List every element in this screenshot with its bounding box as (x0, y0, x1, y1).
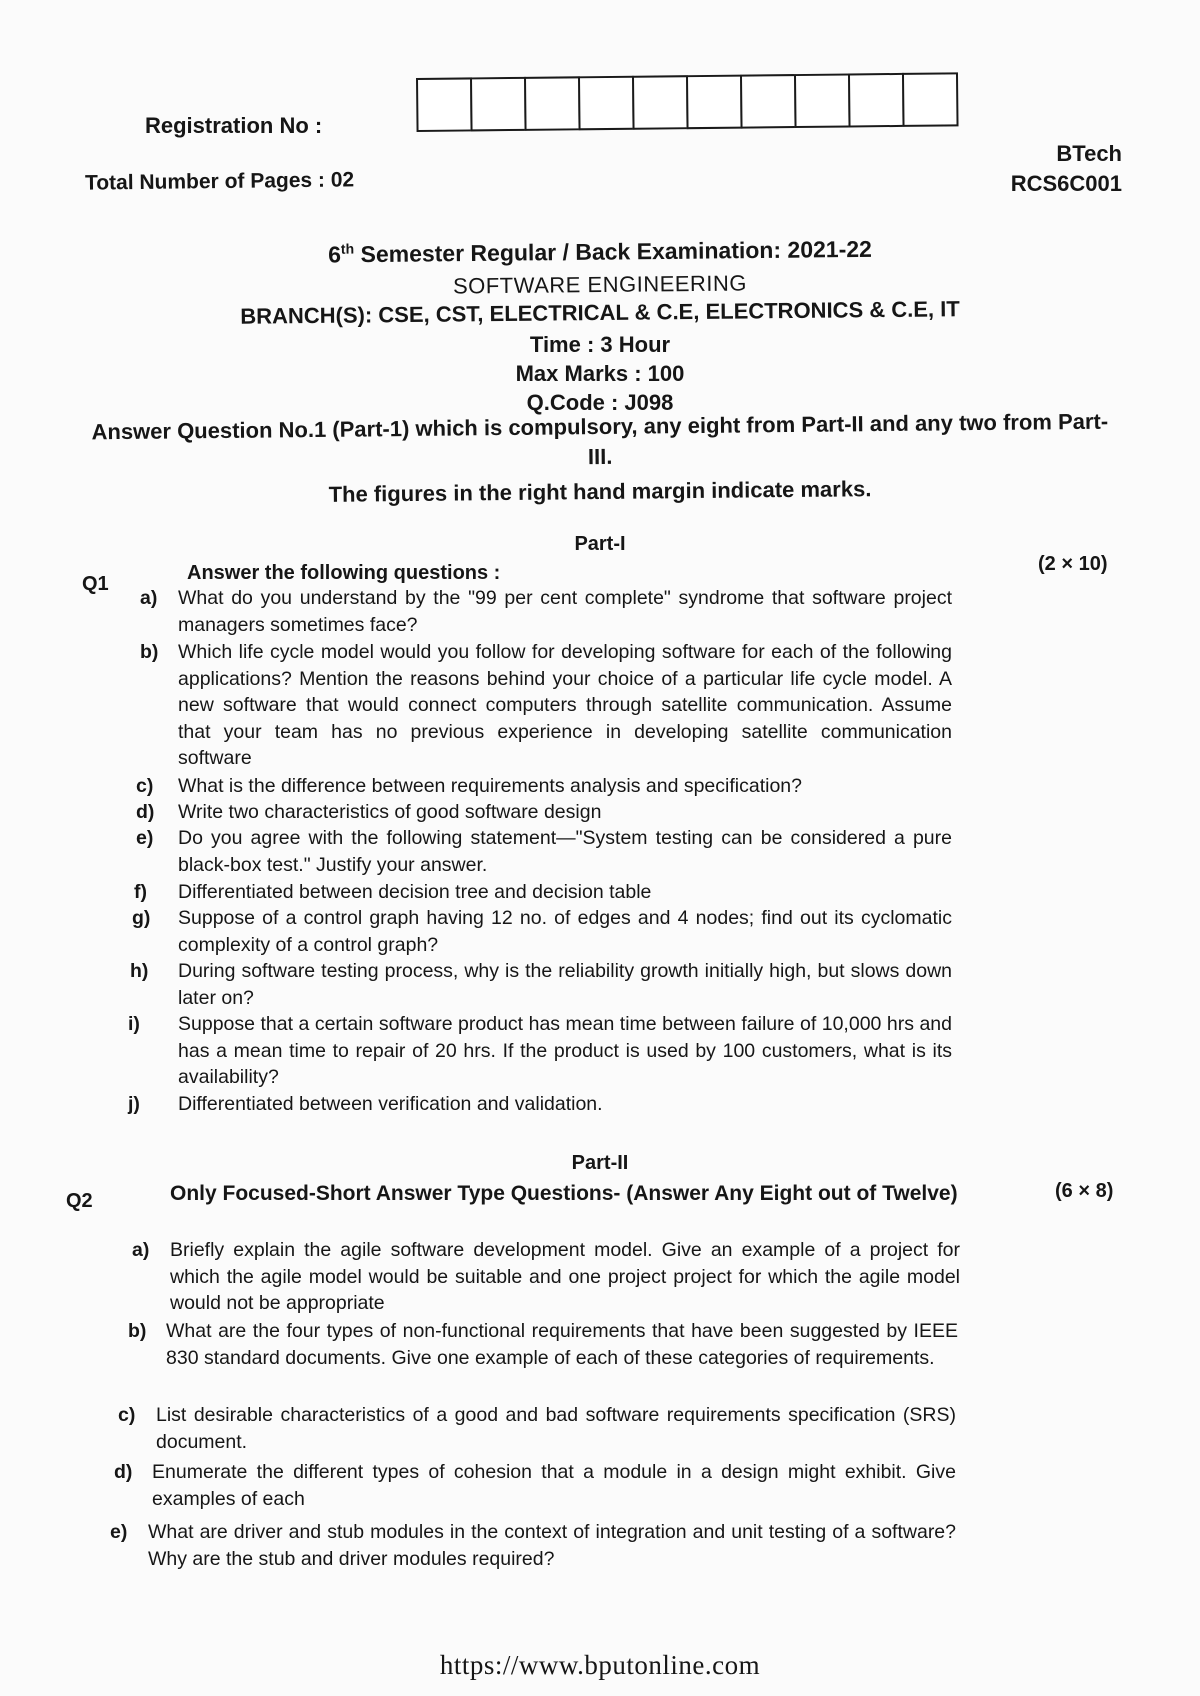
q1-item-c (136, 773, 952, 800)
q1-item-text: Do you agree with the following statement—"System testing can be considered a pure black-box test." Justify your answer. (178, 827, 952, 876)
q1-item-label: e) (136, 827, 154, 849)
q2-item-c (118, 1402, 956, 1455)
registration-digit-box[interactable] (740, 74, 797, 129)
registration-digit-box[interactable] (632, 75, 689, 130)
q2-item-label: c) (118, 1404, 136, 1426)
exam-time: Time : 3 Hour (529, 332, 671, 357)
registration-digit-box[interactable] (686, 75, 743, 130)
part1-title: Part-I (574, 533, 626, 555)
q1-item-text: Write two characteristics of good software design (178, 801, 602, 823)
branches: BRANCH(S): CSE, CST, ELECTRICAL & C.E, ELECTRONICS & C.E, IT (240, 296, 960, 329)
q1-item-label: i) (128, 1013, 140, 1035)
q2-item-text: What are the four types of non-functional requirements that have been suggested by IEEE 830 standard documents. Give one example of each of these categories of requirements. (166, 1320, 958, 1369)
registration-digit-box[interactable] (902, 72, 959, 127)
q1-item-text: What is the difference between requirements analysis and specification? (178, 775, 802, 797)
registration-boxes (418, 72, 959, 132)
q1-item-text: What do you understand by the "99 per cent complete" syndrome that software project managers sometimes face? (178, 587, 952, 636)
registration-digit-box[interactable] (794, 73, 851, 128)
q1-item-text: During software testing process, why is the reliability growth initially high, but slows down later on? (178, 960, 952, 1009)
semester-heading (0, 232, 1200, 272)
q1-item-label: g) (132, 907, 151, 929)
q1-item-b (140, 639, 952, 772)
semester-suffix: th (340, 240, 355, 257)
degree: BTech (1056, 141, 1122, 166)
semester-number: 6 (327, 241, 342, 268)
q1-number: Q1 (82, 573, 109, 595)
q1-heading: Answer the following questions : (187, 562, 501, 584)
q1-item-d (136, 799, 952, 826)
q1-item-label: c) (136, 775, 154, 797)
q1-item-j (128, 1091, 952, 1118)
q2-item-a (132, 1237, 960, 1317)
footer-url[interactable]: https://www.bputonline.com (439, 1650, 761, 1680)
q1-item-text: Differentiated between decision tree and decision table (178, 881, 652, 903)
registration-digit-box[interactable] (416, 77, 473, 132)
q2-item-text: Enumerate the different types of cohesion that a module in a design might exhibit. Give examples of each (152, 1461, 956, 1510)
question-code: Q.Code : J098 (526, 390, 674, 415)
q2-item-label: e) (110, 1521, 128, 1543)
semester-text: Semester Regular / Back Examination: 2021-22 (354, 235, 872, 268)
q1-item-label: b) (140, 641, 159, 663)
q2-item-text: List desirable characteristics of a good and bad software requirements specification (SRS) document. (156, 1404, 956, 1453)
part2-title: Part-II (571, 1152, 629, 1174)
q1-item-g (132, 905, 952, 958)
q1-item-e (136, 825, 952, 878)
instruction: Answer Question No.1 (Part-1) which is compulsory, any eight from Part-II and any two from Part-III. (91, 408, 1109, 470)
registration-digit-box[interactable] (524, 76, 581, 131)
q2-item-label: a) (132, 1239, 150, 1261)
registration-digit-box[interactable] (470, 77, 527, 132)
q1-item-h (130, 958, 952, 1011)
q1-item-label: j) (128, 1093, 140, 1115)
degree-block (1011, 139, 1122, 199)
figures-note: The figures in the right hand margin indicate marks. (328, 476, 872, 507)
registration-digit-box[interactable] (848, 73, 905, 128)
subject-title: SOFTWARE ENGINEERING (452, 270, 748, 299)
q1-item-label: h) (130, 960, 149, 982)
q1-item-i (128, 1011, 952, 1091)
q2-marks: (6 × 8) (1055, 1180, 1114, 1202)
q2-item-b (128, 1318, 958, 1371)
q2-number: Q2 (66, 1190, 93, 1212)
q1-item-text: Which life cycle model would you follow for developing software for each of the following applications? Mention the reasons behind your choice of a particular life cycle model. A new software that would connect computers through satellite communication. Assume that your team has no previous experience in developing satellite communication software (178, 641, 952, 769)
q1-item-label: d) (136, 801, 155, 823)
course-code: RCS6C001 (1010, 171, 1122, 196)
q1-item-a (140, 585, 952, 638)
q1-marks: (2 × 10) (1038, 553, 1108, 575)
registration-label: Registration No : (145, 113, 323, 138)
max-marks: Max Marks : 100 (515, 361, 685, 386)
q2-item-label: b) (128, 1320, 147, 1342)
q1-item-text: Suppose that a certain software product has mean time between failure of 10,000 hrs and has a mean time to repair of 20 hrs. If the product is used by 100 customers, what is its availability? (178, 1013, 952, 1088)
q1-item-f (134, 879, 952, 906)
q2-heading: Only Focused-Short Answer Type Questions- (Answer Any Eight out of Twelve) (170, 1182, 958, 1205)
q1-item-text: Suppose of a control graph having 12 no. of edges and 4 nodes; find out its cyclomatic complexity of a control graph? (178, 907, 952, 956)
q1-item-label: a) (140, 587, 158, 609)
q2-item-text: Briefly explain the agile software development model. Give an example of a project for which the agile model would be suitable and one project project for which the agile model would not be appropriate (170, 1239, 960, 1314)
total-pages: Total Number of Pages : 02 (84, 168, 355, 195)
q1-item-text: Differentiated between verification and validation. (178, 1093, 603, 1115)
q2-item-e (110, 1519, 956, 1572)
q2-item-text: What are driver and stub modules in the context of integration and unit testing of a software? Why are the stub and driver modules required? (148, 1521, 956, 1570)
registration-digit-box[interactable] (578, 76, 635, 131)
q1-item-label: f) (134, 881, 147, 903)
q2-item-d (114, 1459, 956, 1512)
q2-item-label: d) (114, 1461, 133, 1483)
